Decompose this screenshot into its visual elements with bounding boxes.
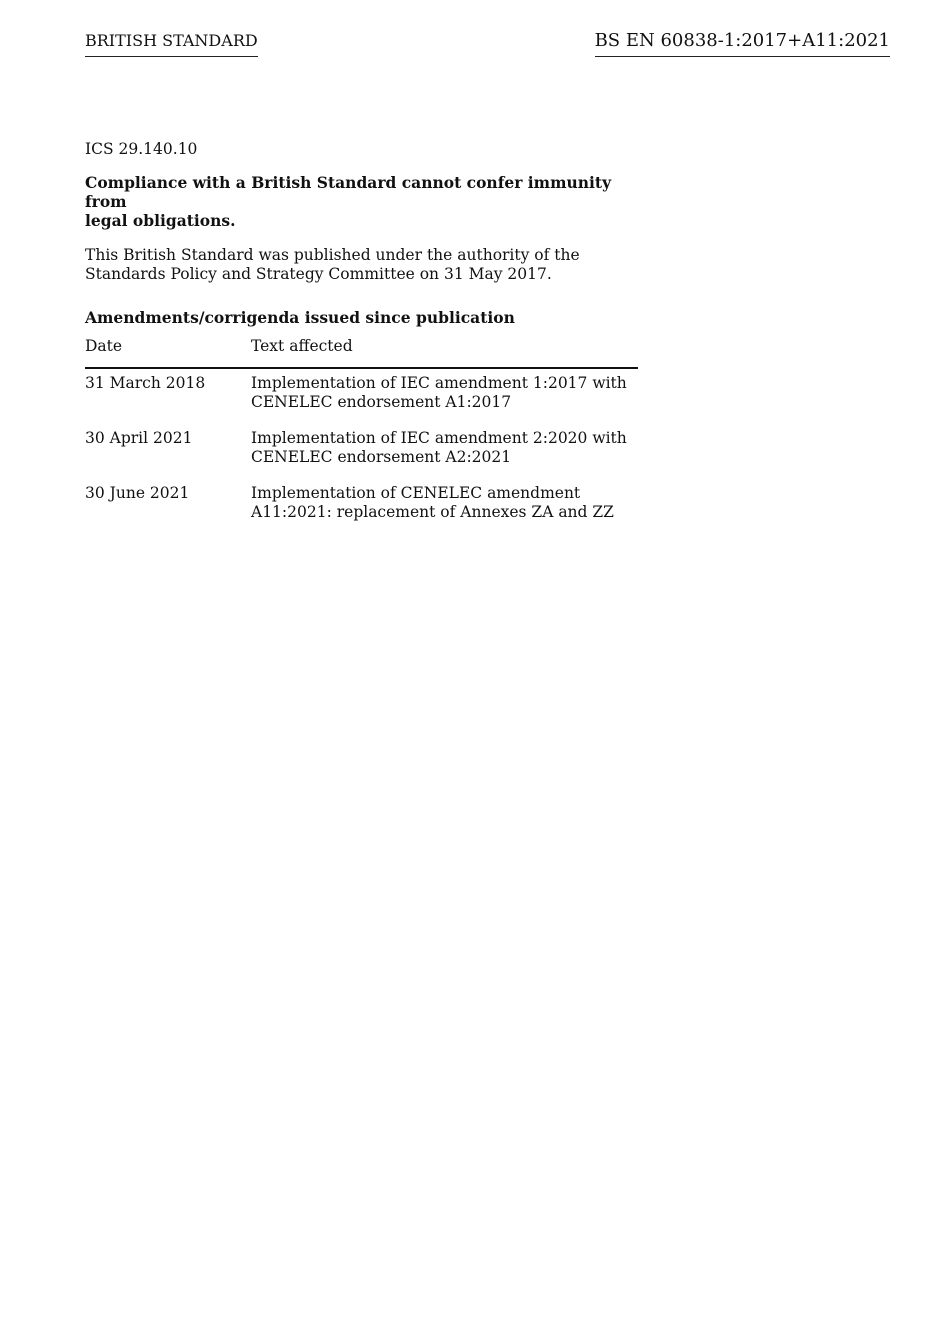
amendment-date: 30 June 2021 — [85, 484, 190, 502]
amendment-text — [251, 368, 638, 429]
header-left-label: BRITISH STANDARD — [85, 30, 258, 57]
compliance-statement — [85, 173, 640, 230]
publication-authority — [85, 246, 640, 284]
authority-line-2: Standards Policy and Strategy Committee on 31 May 2017. — [85, 265, 552, 283]
amendment-text-line: Implementation of IEC amendment 2:2020 with — [251, 429, 627, 447]
amendment-text — [251, 484, 638, 539]
amendment-text-line: A11:2021: replacement of Annexes ZA and ZZ — [251, 503, 614, 521]
amendments-title: Amendments/corrigenda issued since publication — [85, 308, 515, 327]
table-row — [85, 484, 638, 539]
amendment-text-line: Implementation of IEC amendment 1:2017 with — [251, 374, 627, 392]
amendment-text — [251, 429, 638, 484]
amendment-date: 31 March 2018 — [85, 374, 206, 392]
ics-code: ICS 29.140.10 — [85, 140, 198, 158]
authority-line-1: This British Standard was published under the authority of the — [85, 246, 580, 264]
standard-number: BS EN 60838-1:2017+A11:2021 — [595, 30, 890, 57]
table-row — [85, 368, 638, 429]
amendment-text-line: CENELEC endorsement A1:2017 — [251, 393, 512, 411]
column-header-text-affected: Text affected — [251, 337, 638, 368]
amendments-table — [85, 337, 638, 539]
amendment-date: 30 April 2021 — [85, 429, 193, 447]
column-header-date: Date — [85, 337, 251, 368]
imprint-block — [85, 140, 640, 539]
table-header-row — [85, 337, 638, 368]
amendment-text-line: CENELEC endorsement A2:2021 — [251, 448, 512, 466]
amendment-text-line: Implementation of CENELEC amendment — [251, 484, 581, 502]
compliance-line-2: legal obligations. — [85, 211, 236, 230]
table-row — [85, 429, 638, 484]
compliance-line-1: Compliance with a British Standard cannot confer immunity from — [85, 173, 612, 211]
